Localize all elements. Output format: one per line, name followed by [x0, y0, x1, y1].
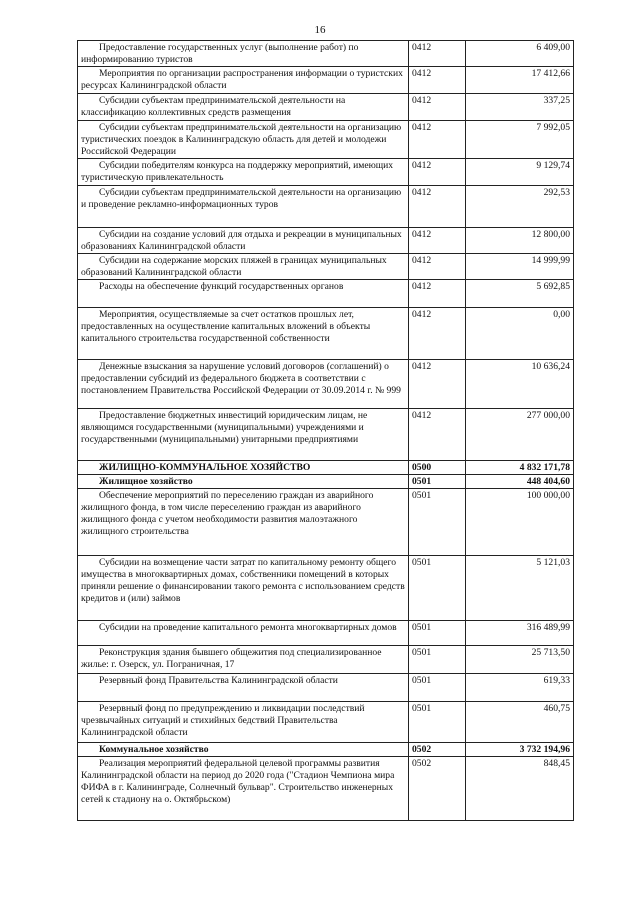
row-code: 0501 — [409, 556, 466, 621]
row-code: 0412 — [409, 67, 466, 94]
row-code: 0412 — [409, 41, 466, 67]
table-row — [78, 702, 574, 743]
row-code: 0412 — [409, 121, 466, 159]
row-amount: 337,25 — [466, 94, 574, 121]
row-name: Мероприятия, осуществляемые за счет остатков прошлых лет, предоставленных на осуществление капитальных вложений в объекты капитального строительства государственной собственности — [78, 308, 409, 360]
row-name: Субсидии победителям конкурса на поддержку мероприятий, имеющих туристическую привлекательность — [78, 159, 409, 186]
row-code: 0501 — [409, 621, 466, 646]
row-amount: 292,53 — [466, 186, 574, 228]
row-name: Резервный фонд по предупреждению и ликвидации последствий чрезвычайных ситуаций и стихийных бедствий Правительства Калининградской области — [78, 702, 409, 743]
row-name: Мероприятия по организации распространения информации о туристских ресурсах Калининградской области — [78, 67, 409, 94]
subsection-row — [78, 743, 574, 757]
row-name: Реализация мероприятий федеральной целевой программы развития Калининградской области на период до 2020 года ("Стадион Чемпиона мира ФИФА в г. Калининграде, Солнечный бульвар". Строительство инженерных сетей к стадиону на о. Октябрьском) — [78, 757, 409, 821]
row-name: Обеспечение мероприятий по переселению граждан из аварийного жилищного фонда, в том числе переселению граждан из аварийного жилищного фонда с учетом необходимости развития малоэтажного жилищного строительства — [78, 489, 409, 556]
row-amount: 448 404,60 — [466, 475, 574, 489]
row-code: 0412 — [409, 308, 466, 360]
row-amount: 0,00 — [466, 308, 574, 360]
row-code: 0501 — [409, 489, 466, 556]
row-code: 0500 — [409, 461, 466, 475]
table-row — [78, 41, 574, 67]
table-row — [78, 409, 574, 461]
row-code: 0412 — [409, 360, 466, 409]
table-row — [78, 228, 574, 254]
table-row — [78, 121, 574, 159]
row-code: 0412 — [409, 186, 466, 228]
table-row — [78, 280, 574, 308]
table-row — [78, 308, 574, 360]
row-amount: 5 121,03 — [466, 556, 574, 621]
table-row — [78, 556, 574, 621]
budget-table-body — [78, 41, 574, 821]
row-name: Жилищное хозяйство — [78, 475, 409, 489]
row-amount: 17 412,66 — [466, 67, 574, 94]
row-amount: 848,45 — [466, 757, 574, 821]
row-name: Расходы на обеспечение функций государственных органов — [78, 280, 409, 308]
row-amount: 316 489,99 — [466, 621, 574, 646]
row-code: 0412 — [409, 228, 466, 254]
row-name: Субсидии субъектам предпринимательской деятельности на организацию туристических поездок в Калининградскую область для детей и молодежи Российской Федерации — [78, 121, 409, 159]
row-name: Субсидии на создание условий для отдыха и рекреации в муниципальных образованиях Калининградской области — [78, 228, 409, 254]
row-code: 0412 — [409, 159, 466, 186]
row-name: ЖИЛИЩНО-КОММУНАЛЬНОЕ ХОЗЯЙСТВО — [78, 461, 409, 475]
row-code: 0502 — [409, 757, 466, 821]
row-amount: 4 832 171,78 — [466, 461, 574, 475]
row-name: Субсидии на содержание морских пляжей в границах муниципальных образований Калининградской области — [78, 254, 409, 280]
table-row — [78, 67, 574, 94]
row-amount: 460,75 — [466, 702, 574, 743]
row-code: 0501 — [409, 674, 466, 702]
row-name: Субсидии субъектам предпринимательской деятельности на классификацию коллективных средств размещения — [78, 94, 409, 121]
row-name: Субсидии на проведение капитального ремонта многоквартирных домов — [78, 621, 409, 646]
row-code: 0501 — [409, 702, 466, 743]
table-row — [78, 489, 574, 556]
row-amount: 14 999,99 — [466, 254, 574, 280]
section-row — [78, 461, 574, 475]
row-code: 0412 — [409, 94, 466, 121]
row-code: 0412 — [409, 254, 466, 280]
row-code: 0412 — [409, 280, 466, 308]
table-row — [78, 159, 574, 186]
subsection-row — [78, 475, 574, 489]
row-amount: 7 992,05 — [466, 121, 574, 159]
table-row — [78, 186, 574, 228]
row-amount: 100 000,00 — [466, 489, 574, 556]
row-code: 0412 — [409, 409, 466, 461]
row-name: Реконструкция здания бывшего общежития под специализированное жилье: г. Озерск, ул. Пограничная, 17 — [78, 646, 409, 674]
row-name: Предоставление государственных услуг (выполнение работ) по информированию туристов — [78, 41, 409, 67]
row-code: 0501 — [409, 475, 466, 489]
row-name: Резервный фонд Правительства Калининградской области — [78, 674, 409, 702]
table-row — [78, 757, 574, 821]
row-amount: 619,33 — [466, 674, 574, 702]
row-name: Субсидии на возмещение части затрат по капитальному ремонту общего имущества в многоквартирных домах, собственники помещений в которых приняли решение о финансировании такого ремонта с использованием средств кредитов и (или) займов — [78, 556, 409, 621]
row-code: 0501 — [409, 646, 466, 674]
row-name: Коммунальное хозяйство — [78, 743, 409, 757]
row-amount: 277 000,00 — [466, 409, 574, 461]
table-row — [78, 646, 574, 674]
row-amount: 3 732 194,96 — [466, 743, 574, 757]
page-number: 16 — [314, 24, 326, 36]
table-row — [78, 94, 574, 121]
table-row — [78, 254, 574, 280]
row-amount: 5 692,85 — [466, 280, 574, 308]
budget-table — [77, 40, 574, 821]
row-name: Денежные взыскания за нарушение условий договоров (соглашений) о предоставлении субсидий из федерального бюджета в соответствии с постановлением Правительства Российской Федерации от 30.09.2014 г. № 999 — [78, 360, 409, 409]
table-row — [78, 360, 574, 409]
row-name: Субсидии субъектам предпринимательской деятельности на организацию и проведение рекламно-информационных туров — [78, 186, 409, 228]
row-amount: 25 713,50 — [466, 646, 574, 674]
table-row — [78, 621, 574, 646]
row-amount: 12 800,00 — [466, 228, 574, 254]
row-code: 0502 — [409, 743, 466, 757]
row-amount: 6 409,00 — [466, 41, 574, 67]
row-name: Предоставление бюджетных инвестиций юридическим лицам, не являющимся государственными (муниципальными) учреждениями и государственными (муниципальными) унитарными предприятиями — [78, 409, 409, 461]
row-amount: 10 636,24 — [466, 360, 574, 409]
row-amount: 9 129,74 — [466, 159, 574, 186]
table-row — [78, 674, 574, 702]
